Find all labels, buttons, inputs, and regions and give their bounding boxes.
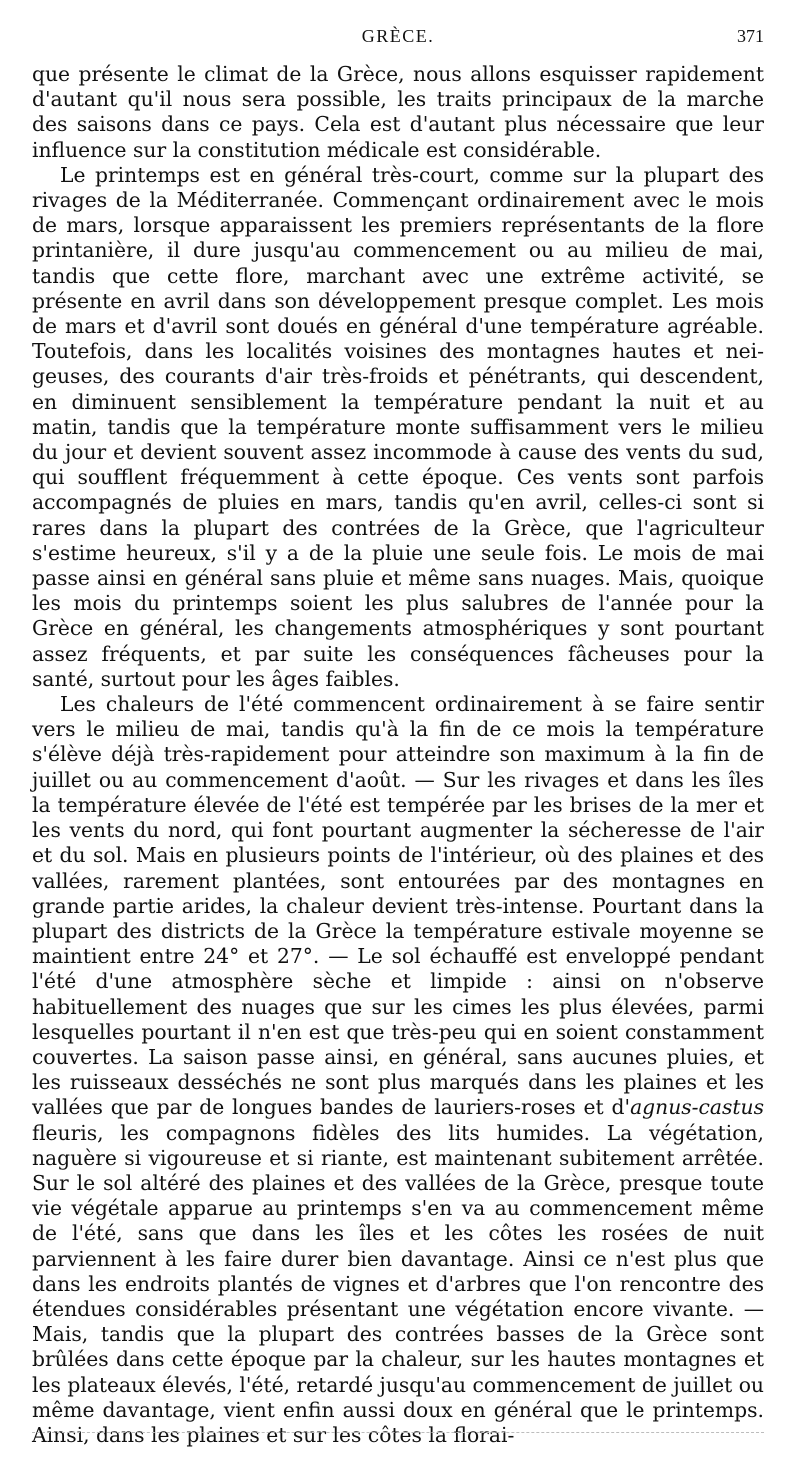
footer-divider xyxy=(32,1432,764,1433)
running-title: GRÈCE. xyxy=(361,26,435,46)
paragraph-summer xyxy=(32,692,764,1448)
summer-text-part-2: fleuris, les compagnons fidèles des lits humides. La végétation, naguère si vigoureuse et si riante, est maintenant subitement arrêtée. Sur le sol altéré des plaines et des vallées de la Grèce, presque toute vie végétale apparue au printemps s'en va au commencement même de l'été, sans que dans les îles et les côtes les rosées de nuit parviennent à les faire durer bien davantage. Ainsi ce n'est plus que dans les endroits plantés de vignes et d'arbres que l'on rencontre des étendues considérables présentant une végétation encore vivante. — Mais, tandis que la plupart des contrées basses de la Grèce sont brûlées dans cette époque par la chaleur, sur les hautes montagnes et les plateaux élevés, l'été, retardé jusqu'au commencement de juillet ou même davantage, vient enfin aussi doux en général que le printemps. Ainsi, dans les plaines et sur les côtes la florai- xyxy=(32,1120,764,1447)
book-page xyxy=(32,26,764,1448)
page-number: 371 xyxy=(737,26,764,46)
italic-plant-name: agnus-castus xyxy=(630,1095,764,1120)
paragraph-spring: Le printemps est en général très-court, comme sur la plupart des rivages de la Méditerranée. Commençant ordinairement avec le mois de mars, lorsque apparaissent les premiers représentants de la flore printanière, il dure jusqu'au commencement ou au milieu de mai, tandis que cette flore, marchant avec une extrême activité, se présente en avril dans son développement presque complet. Les mois de mars et d'avril sont doués en général d'une température agréable. Toutefois, dans les localités voisines des montagnes hautes et neigeuses, des courants d'air très-froids et pénétrants, qui descendent, en diminuent sensiblement la température pendant la nuit et au matin, tandis que la température monte suffisamment vers le milieu du jour et devient souvent assez incommode à cause des vents du sud, qui soufflent fréquemment à cette époque. Ces vents sont parfois accompagnés de pluies en mars, tandis qu'en avril, celles-ci sont si rares dans la plupart des contrées de la Grèce, que l'agriculteur s'estime heureux, s'il y a de la pluie une seule fois. Le mois de mai passe ainsi en général sans pluie et même sans nuages. Mais, quoique les mois du printemps soient les plus salubres de l'année pour la Grèce en général, les changements atmosphériques y sont pourtant assez fréquents, et par suite les conséquences fâcheuses pour la santé, surtout pour les âges faibles. xyxy=(32,162,764,691)
body-text xyxy=(32,62,764,1448)
running-head xyxy=(32,26,764,56)
summer-text-part-1: Les chaleurs de l'été commencent ordinairement à se faire sentir vers le milieu de mai, tandis qu'à la fin de ce mois la température s'élève déjà très-rapidement pour atteindre son maximum à la fin de juillet ou au commencement d'août. — Sur les rivages et dans les îles la température élevée de l'été est tempérée par les brises de la mer et les vents du nord, qui font pourtant augmenter la sécheresse de l'air et du sol. Mais en plusieurs points de l'intérieur, où des plaines et des vallées, rarement plantées, sont entourées par des montagnes en grande partie arides, la chaleur devient très-intense. Pourtant dans la plupart des districts de la Grèce la température estivale moyenne se maintient entre 24° et 27°. — Le sol échauffé est enveloppé pendant l'été d'une atmosphère sèche et limpide : ainsi on n'observe habituellement des nuages que sur les cimes les plus élevées, parmi lesquelles pourtant il n'en est que très-peu qui en soient constamment couvertes. La saison passe ainsi, en général, sans aucunes pluies, et les ruisseaux desséchés ne sont plus marqués dans les plaines et les vallées que par de longues bandes de lauriers-roses et d' xyxy=(32,692,764,1120)
paragraph-continuation: que présente le climat de la Grèce, nous allons esquisser rapidement d'autant qu'il nous sera possible, les traits principaux de la marche des saisons dans ce pays. Cela est d'autant plus nécessaire que leur influence sur la constitution médicale est considérable. xyxy=(32,62,764,162)
